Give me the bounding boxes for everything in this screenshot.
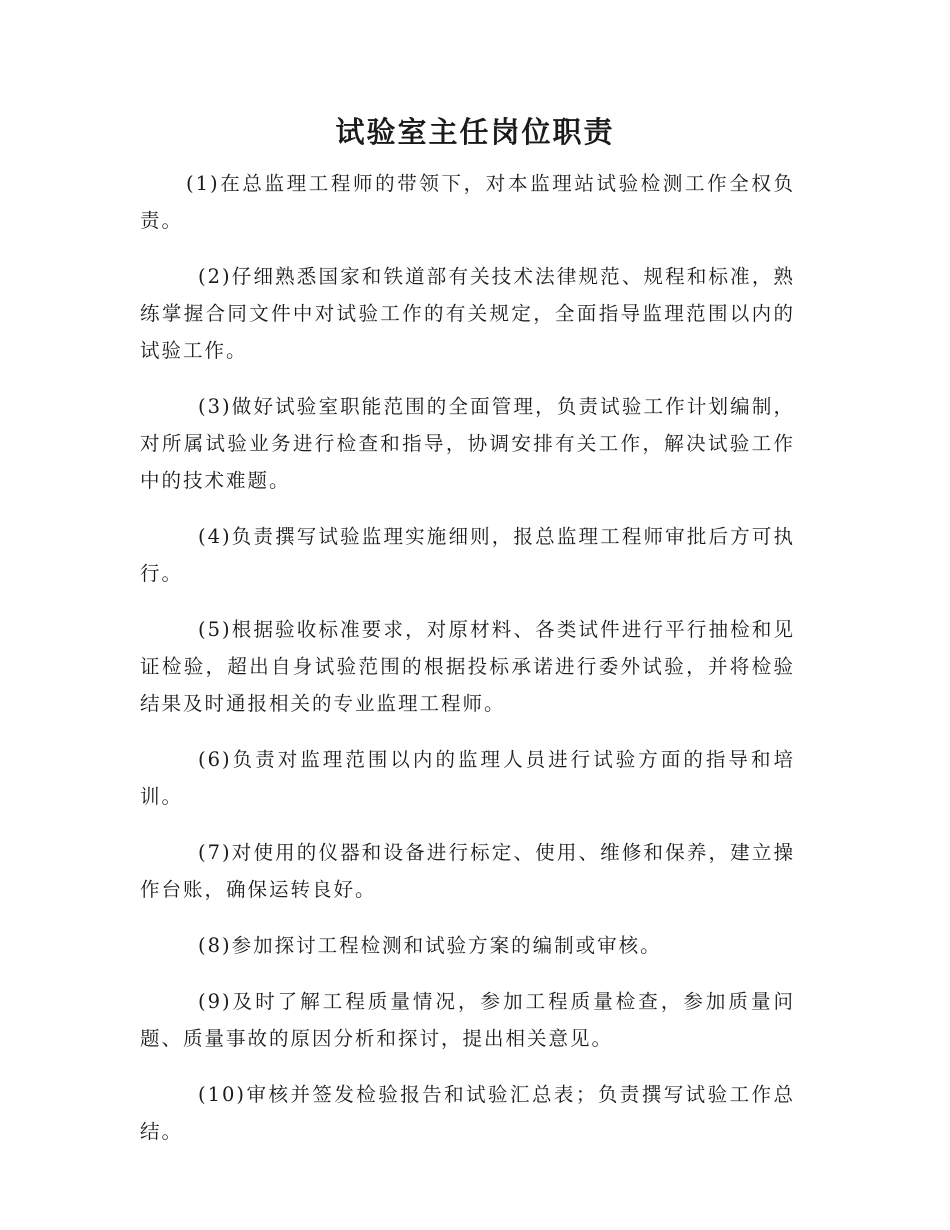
duty-item-4: (4)负责撰写试验监理实施细则，报总监理工程师审批后方可执行。 xyxy=(140,525,795,585)
document-body xyxy=(140,165,795,1169)
duty-item-10: (10)审核并签发检验报告和试验汇总表；负责撰写试验工作总结。 xyxy=(140,1083,795,1143)
duty-item-9: (9)及时了解工程质量情况，参加工程质量检查，参加质量问题、质量事故的原因分析和探讨，提出相关意见。 xyxy=(140,990,795,1050)
duty-item-3: (3)做好试验室职能范围的全面管理，负责试验工作计划编制，对所属试验业务进行检查和指导，协调安排有关工作，解决试验工作中的技术难题。 xyxy=(140,395,795,492)
duty-item-6: (6)负责对监理范围以内的监理人员进行试验方面的指导和培训。 xyxy=(140,748,795,808)
duty-item-8: (8)参加探讨工程检测和试验方案的编制或审核。 xyxy=(198,934,662,957)
duty-item-1: (1)在总监理工程师的带领下，对本监理站试验检测工作全权负责。 xyxy=(140,172,795,232)
duty-item-7: (7)对使用的仪器和设备进行标定、使用、维修和保养，建立操作台账，确保运转良好。 xyxy=(140,841,795,901)
duty-item-5: (5)根据验收标准要求，对原材料、各类试件进行平行抽检和见证检验，超出自身试验范围的根据投标承诺进行委外试验，并将检验结果及时通报相关的专业监理工程师。 xyxy=(140,618,795,715)
document-title: 试验室主任岗位职责 xyxy=(335,115,615,149)
duty-item-2: (2)仔细熟悉国家和铁道部有关技术法律规范、规程和标准，熟练掌握合同文件中对试验工作的有关规定，全面指导监理范围以内的试验工作。 xyxy=(140,265,795,362)
